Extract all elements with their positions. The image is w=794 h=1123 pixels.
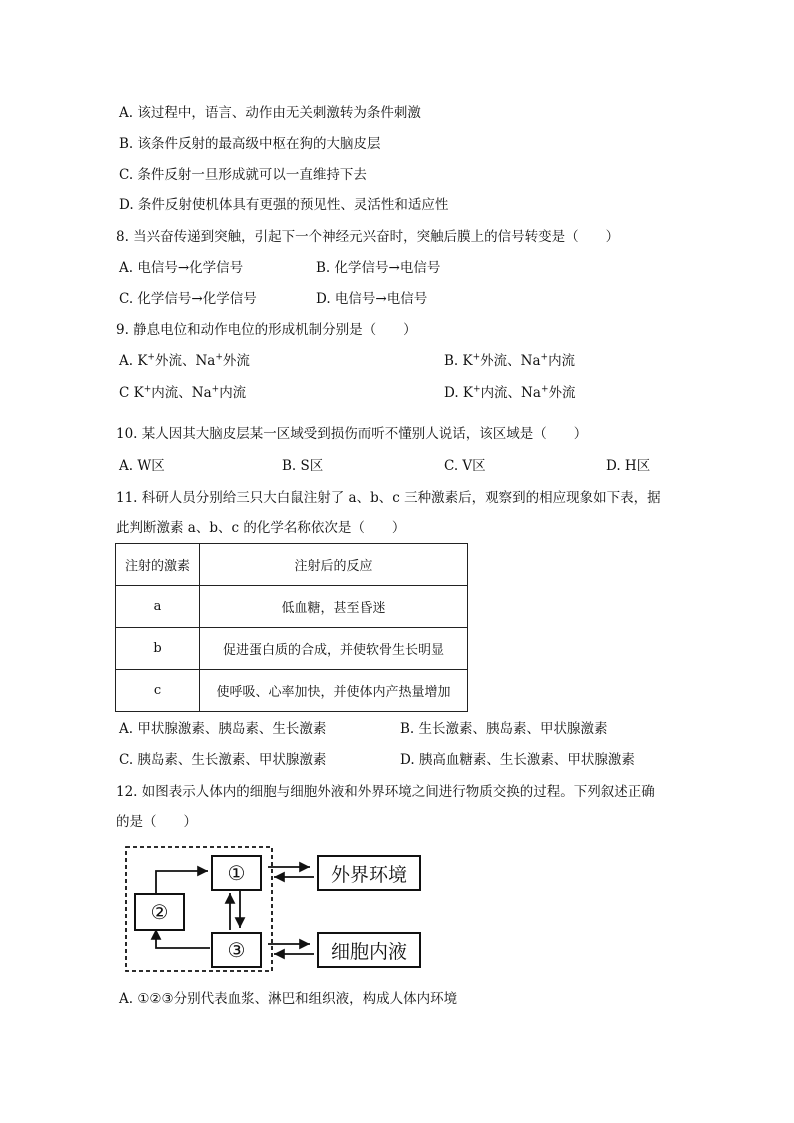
table-cell: c <box>116 670 200 712</box>
table-cell: 低血糖，甚至昏迷 <box>200 586 468 628</box>
table-row <box>116 670 468 712</box>
q11-option-b: B. 生长激素、胰岛素、甲状腺激素 <box>400 721 608 737</box>
outside-environment-box: 外界环境 <box>317 855 421 891</box>
q7-option-a: A. 该过程中，语言、动作由无关刺激转为条件刺激 <box>119 105 421 121</box>
q9-option-b: B. K+外流、Na+内流 <box>444 352 576 369</box>
exchange-diagram <box>124 845 424 973</box>
table-row <box>116 586 468 628</box>
table-header-cell: 注射的激素 <box>116 544 200 586</box>
q9-option-a: A. K+外流、Na+外流 <box>119 352 250 369</box>
table-row <box>116 628 468 670</box>
table-header-row <box>116 544 468 586</box>
hormone-table <box>115 543 468 712</box>
q9-option-d: D. K+内流、Na+外流 <box>444 384 576 401</box>
box-1: ① <box>211 855 262 891</box>
q12-stem-line1: 12. 如图表示人体内的细胞与细胞外液和外界环境之间进行物质交换的过程。下列叙述正确 <box>116 784 655 800</box>
q10-option-a: A. W区 <box>119 458 165 474</box>
box-2: ② <box>134 893 185 931</box>
intracellular-fluid-box: 细胞内液 <box>317 932 421 968</box>
q10-stem: 10. 某人因其大脑皮层某一区域受到损伤而听不懂别人说话，该区域是（ ） <box>116 426 588 442</box>
q10-option-b: B. S区 <box>282 458 324 474</box>
q11-option-a: A. 甲状腺激素、胰岛素、生长激素 <box>119 721 327 737</box>
q12-stem-line2: 的是（ ） <box>116 814 197 830</box>
q11-stem-line2: 此判断激素 a、b、c 的化学名称依次是（ ） <box>116 520 406 536</box>
q7-option-d: D. 条件反射使机体具有更强的预见性、灵活性和适应性 <box>119 197 449 213</box>
table-cell: a <box>116 586 200 628</box>
q8-option-b: B. 化学信号→电信号 <box>316 260 441 276</box>
table-cell: 使呼吸、心率加快，并使体内产热量增加 <box>200 670 468 712</box>
q8-option-d: D. 电信号→电信号 <box>316 291 428 307</box>
q7-option-b: B. 该条件反射的最高级中枢在狗的大脑皮层 <box>119 136 381 152</box>
table-header-cell: 注射后的反应 <box>200 544 468 586</box>
q8-option-c: C. 化学信号→化学信号 <box>119 291 257 307</box>
box-3: ③ <box>211 932 262 968</box>
q12-option-a: A. ①②③分别代表血浆、淋巴和组织液，构成人体内环境 <box>119 991 458 1007</box>
q10-option-c: C. V区 <box>444 458 486 474</box>
q8-stem: 8. 当兴奋传递到突触，引起下一个神经元兴奋时，突触后膜上的信号转变是（ ） <box>116 229 620 245</box>
q9-option-c: C K+内流、Na+内流 <box>119 384 247 401</box>
q10-option-d: D. H区 <box>606 458 651 474</box>
q9-stem: 9. 静息电位和动作电位的形成机制分别是（ ） <box>116 322 417 338</box>
q11-option-d: D. 胰高血糖素、生长激素、甲状腺激素 <box>400 752 635 768</box>
q7-option-c: C. 条件反射一旦形成就可以一直维持下去 <box>119 167 367 183</box>
q11-option-c: C. 胰岛素、生长激素、甲状腺激素 <box>119 752 327 768</box>
table-cell: 促进蛋白质的合成，并使软骨生长明显 <box>200 628 468 670</box>
table-cell: b <box>116 628 200 670</box>
q8-option-a: A. 电信号→化学信号 <box>119 260 244 276</box>
q11-stem-line1: 11. 科研人员分别给三只大白鼠注射了 a、b、c 三种激素后，观察到的相应现象如下表，据 <box>116 490 661 506</box>
